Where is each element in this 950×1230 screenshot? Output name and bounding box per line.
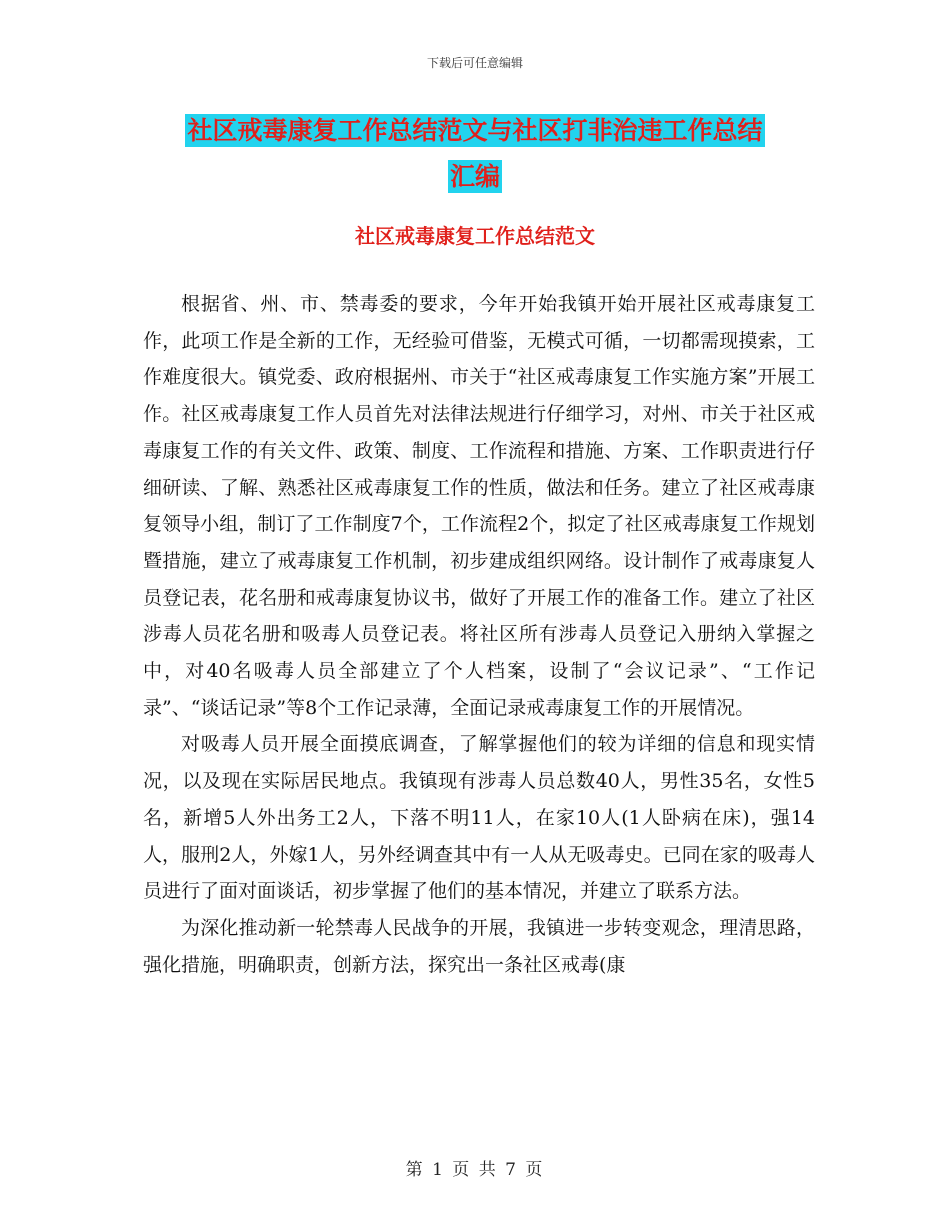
document-title <box>140 108 810 200</box>
paragraph-2: 对吸毒人员开展全面摸底调查，了解掌握他们的较为详细的信息和现实情况，以及现在实际居民地点。我镇现有涉毒人员总数40人，男性35名，女性5名，新增5人外出务工2人，下落不明11人，在家10人(1人卧病在床)，强14人，服刑2人，外嫁1人，另外经调查其中有一人从无吸毒史。已同在家的吸毒人员进行了面对面谈话，初步掌握了他们的基本情况，并建立了联系方法。 <box>143 733 815 903</box>
document-body <box>143 286 815 983</box>
document-title-line2: 汇编 <box>449 162 500 191</box>
section-title: 社区戒毒康复工作总结范文 <box>355 224 595 248</box>
paragraph-1: 根据省、州、市、禁毒委的要求，今年开始我镇开始开展社区戒毒康复工作，此项工作是全新的工作，无经验可借鉴，无模式可循，一切都需现摸索，工作难度很大。镇党委、政府根据州、市关于“社区戒毒康复工作实施方案”开展工作。社区戒毒康复工作人员首先对法律法规进行仔细学习，对州、市关于社区戒毒康复工作的有关文件、政策、制度、工作流程和措施、方案、工作职责进行仔细研读、了解、熟悉社区戒毒康复工作的性质，做法和任务。建立了社区戒毒康复领导小组，制订了工作制度7个，工作流程2个，拟定了社区戒毒康复工作规划暨措施，建立了戒毒康复工作机制，初步建成组织网络。设计制作了戒毒康复人员登记表，花名册和戒毒康复协议书，做好了开展工作的准备工作。建立了社区涉毒人员花名册和吸毒人员登记表。将社区所有涉毒人员登记入册纳入掌握之中，对40名吸毒人员全部建立了个人档案，设制了“会议记录”、“工作记录”、“谈话记录”等8个工作记录薄，全面记录戒毒康复工作的开展情况。 <box>143 293 815 719</box>
page-number: 第 1 页 共 7 页 <box>405 1160 545 1180</box>
paragraph-3: 为深化推动新一轮禁毒人民战争的开展，我镇进一步转变观念，理清思路，强化措施，明确职责，创新方法，探究出一条社区戒毒(康 <box>143 916 815 976</box>
document-title-line1: 社区戒毒康复工作总结范文与社区打非治违工作总结 <box>187 116 763 145</box>
page-header-note: 下载后可任意编辑 <box>426 56 523 70</box>
